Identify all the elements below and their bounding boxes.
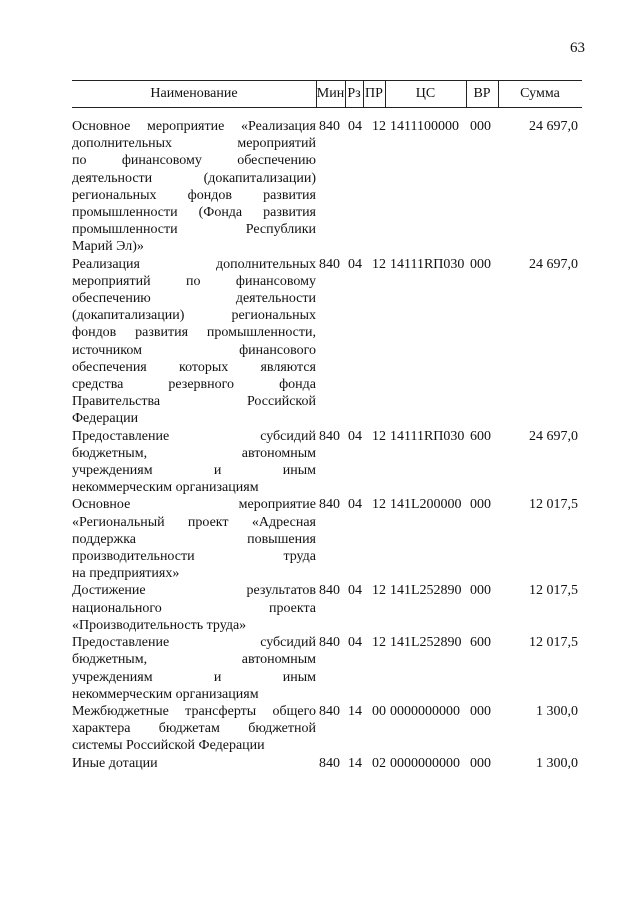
header-sum: Сумма (520, 86, 560, 101)
row-pr: 12 (372, 428, 386, 444)
row-vr: 000 (470, 497, 491, 513)
row-min: 840 (319, 256, 340, 272)
table-row (72, 755, 582, 772)
row-rz: 04 (348, 256, 362, 272)
row-name (72, 496, 316, 582)
row-name (72, 582, 316, 634)
row-name-line: Марий Эл)» (72, 239, 144, 255)
row-cs: 0000000000 (390, 703, 460, 719)
table-row (72, 428, 582, 497)
row-name-line: некоммерческим организациям (72, 480, 259, 496)
row-cs: 141L252890 (390, 583, 462, 599)
table-row (72, 582, 582, 634)
row-sum: 12 017,5 (529, 497, 578, 513)
row-cs: 14111RП030 (390, 256, 465, 272)
row-sum: 24 697,0 (529, 428, 578, 444)
row-pr: 00 (372, 703, 386, 719)
row-name-line: «Региональный проект «Адресная (72, 514, 316, 530)
table-row (72, 496, 582, 582)
row-sum: 1 300,0 (536, 703, 578, 719)
row-name-line: Реализация дополнительных (72, 256, 316, 272)
row-sum: 24 697,0 (529, 119, 578, 134)
row-name-line: характера бюджетам бюджетной (72, 721, 316, 737)
row-name-line: поддержка повышения (72, 531, 316, 547)
page-number: 63 (570, 40, 585, 56)
header-rz: Рз (347, 86, 361, 101)
table-row (72, 256, 582, 428)
row-rz: 14 (348, 703, 362, 719)
row-name-line: бюджетным, автономным (72, 652, 316, 668)
row-name-line: некоммерческим организациям (72, 686, 259, 702)
row-name-line: средства резервного фонда (72, 377, 316, 393)
row-pr: 12 (372, 583, 386, 599)
row-rz: 04 (348, 119, 362, 134)
budget-table (72, 80, 582, 771)
row-name-line: Иные дотации (72, 755, 158, 771)
header-cs: ЦС (415, 86, 436, 101)
row-sum: 24 697,0 (529, 256, 578, 272)
header-pr: ПР (365, 86, 383, 101)
row-vr: 000 (470, 119, 491, 134)
row-min: 840 (319, 583, 340, 599)
row-vr: 000 (470, 256, 491, 272)
row-name-line: Правительства Российской (72, 394, 316, 410)
row-pr: 12 (372, 497, 386, 513)
table-row (72, 703, 582, 755)
row-cs: 141L252890 (390, 635, 462, 651)
row-name-line: Основное мероприятие (72, 497, 316, 513)
header-min: Мин (316, 86, 345, 101)
row-vr: 000 (470, 755, 491, 771)
row-cs: 1411100000 (390, 119, 459, 134)
row-name-line: Предоставление субсидий (72, 428, 316, 444)
table-row (72, 634, 582, 703)
row-min: 840 (319, 428, 340, 444)
row-name-line: Достижение результатов (72, 583, 316, 599)
row-name (72, 118, 316, 256)
row-name-line: региональных фондов развития (72, 187, 316, 203)
row-cs: 0000000000 (390, 755, 460, 771)
row-pr: 12 (372, 256, 386, 272)
row-name-line: Федерации (72, 411, 139, 427)
row-name (72, 703, 316, 755)
row-min: 840 (319, 635, 340, 651)
row-rz: 04 (348, 428, 362, 444)
header-name: Наименование (150, 86, 238, 101)
row-rz: 04 (348, 635, 362, 651)
row-cs: 141L200000 (390, 497, 462, 513)
row-name-line: Основное мероприятие «Реализация (72, 119, 316, 134)
row-name (72, 634, 316, 703)
row-name-line: производительности труда (72, 549, 316, 565)
row-min: 840 (319, 703, 340, 719)
row-name-line: фондов развития промышленности, (72, 325, 316, 341)
row-min: 840 (319, 119, 340, 134)
row-name (72, 755, 316, 772)
row-rz: 04 (348, 497, 362, 513)
row-min: 840 (319, 755, 340, 771)
row-vr: 000 (470, 583, 491, 599)
table-row (72, 118, 582, 256)
row-name-line: национального проекта (72, 600, 316, 616)
header-vr: ВР (473, 86, 491, 101)
row-sum: 12 017,5 (529, 635, 578, 651)
row-name-line: мероприятий по финансовому (72, 273, 316, 289)
row-sum: 12 017,5 (529, 583, 578, 599)
row-pr: 12 (372, 635, 386, 651)
row-name-line: дополнительных мероприятий (72, 136, 316, 152)
row-name (72, 256, 316, 428)
row-cs: 14111RП030 (390, 428, 465, 444)
row-name-line: системы Российской Федерации (72, 738, 265, 754)
row-name-line: промышленности Республики (72, 222, 316, 238)
row-name-line: промышленности (Фонда развития (72, 205, 316, 221)
table-header (72, 80, 582, 108)
row-pr: 02 (372, 755, 386, 771)
table-body (72, 118, 582, 772)
row-name (72, 428, 316, 497)
row-name-line: на предприятиях» (72, 566, 180, 582)
row-name-line: обеспечения которых являются (72, 359, 316, 375)
row-name-line: источником финансового (72, 342, 316, 358)
row-name-line: обеспечению деятельности (72, 291, 316, 307)
row-sum: 1 300,0 (536, 755, 578, 771)
row-vr: 600 (470, 635, 491, 651)
row-name-line: «Производительность труда» (72, 617, 247, 633)
row-name-line: Межбюджетные трансферты общего (72, 703, 316, 719)
row-name-line: Предоставление субсидий (72, 635, 316, 651)
row-name-line: учреждениям и иным (72, 669, 316, 685)
row-name-line: деятельности (докапитализации) (72, 170, 316, 186)
row-vr: 000 (470, 703, 491, 719)
row-name-line: по финансовому обеспечению (72, 153, 316, 169)
row-rz: 14 (348, 755, 362, 771)
row-vr: 600 (470, 428, 491, 444)
row-rz: 04 (348, 583, 362, 599)
row-pr: 12 (372, 119, 386, 134)
row-name-line: учреждениям и иным (72, 463, 316, 479)
row-name-line: (докапитализации) региональных (72, 308, 316, 324)
row-name-line: бюджетным, автономным (72, 445, 316, 461)
row-min: 840 (319, 497, 340, 513)
